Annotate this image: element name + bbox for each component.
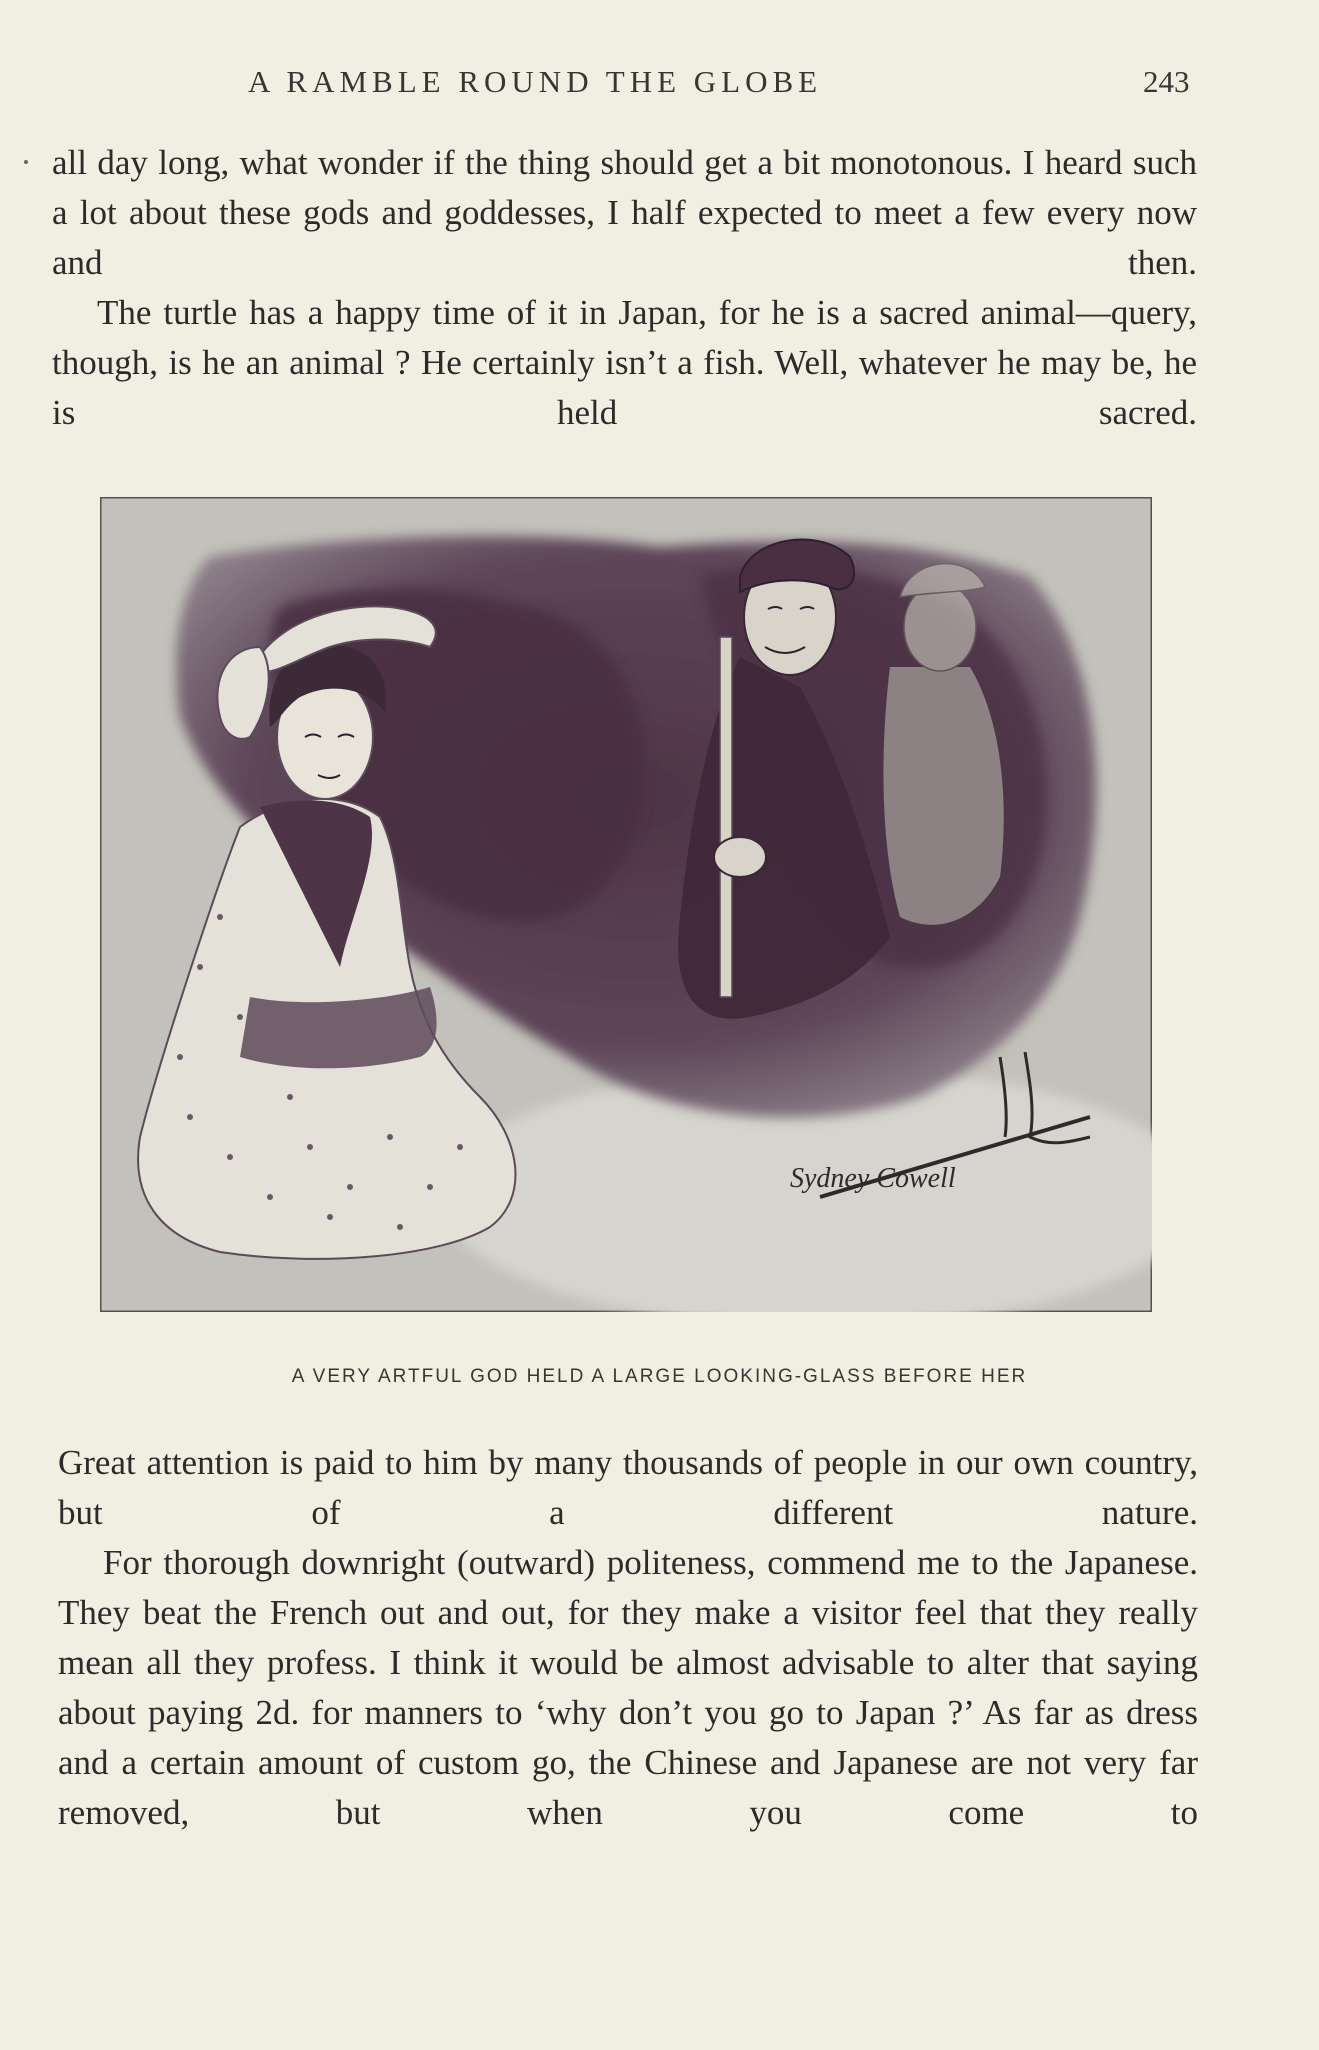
god-hand <box>714 837 766 877</box>
running-title: A RAMBLE ROUND THE GLOBE <box>248 64 823 99</box>
looking-glass <box>720 637 732 997</box>
page-header <box>0 64 1319 108</box>
illustration-svg <box>100 497 1152 1312</box>
paragraph-attention: Great attention is paid to him by many thousands of people in our own country, but of a different nature. <box>58 1443 1198 1532</box>
margin-mark <box>24 160 28 164</box>
illustration-plate <box>100 497 1152 1312</box>
illustration-caption: A VERY ARTFUL GOD HELD A LARGE LOOKING-GLASS BEFORE HER <box>291 1366 1028 1387</box>
attendant-robe <box>883 667 1003 925</box>
attendant-face <box>904 583 976 671</box>
signature-text: Sydney Cowell <box>790 1163 956 1194</box>
paragraph-turtle: The turtle has a happy time of it in Japan, for he is a sacred animal—query, though, is he an animal ? He certainly isn’t a fish. Well, whatever he may be, he is held sacred. <box>52 293 1197 432</box>
paragraph-continued: all day long, what wonder if the thing should get a bit monotonous. I heard such a lot about these gods and goddesses, I half expected to meet a few every now and then. <box>52 143 1197 282</box>
page-number: 243 <box>1143 64 1190 99</box>
paragraph-politeness: For thorough downright (outward) politeness, commend me to the Japanese. They beat the French out and out, for they make a visitor feel that they really mean all they profess. I think it would be almost advisable to alter that saying about paying 2d. for manners to ‘why don’t you go to Japan ?’ As far as dress and a certain amount of custom go, the Chinese and Japanese are not very far removed, but when you come to <box>58 1543 1198 1832</box>
